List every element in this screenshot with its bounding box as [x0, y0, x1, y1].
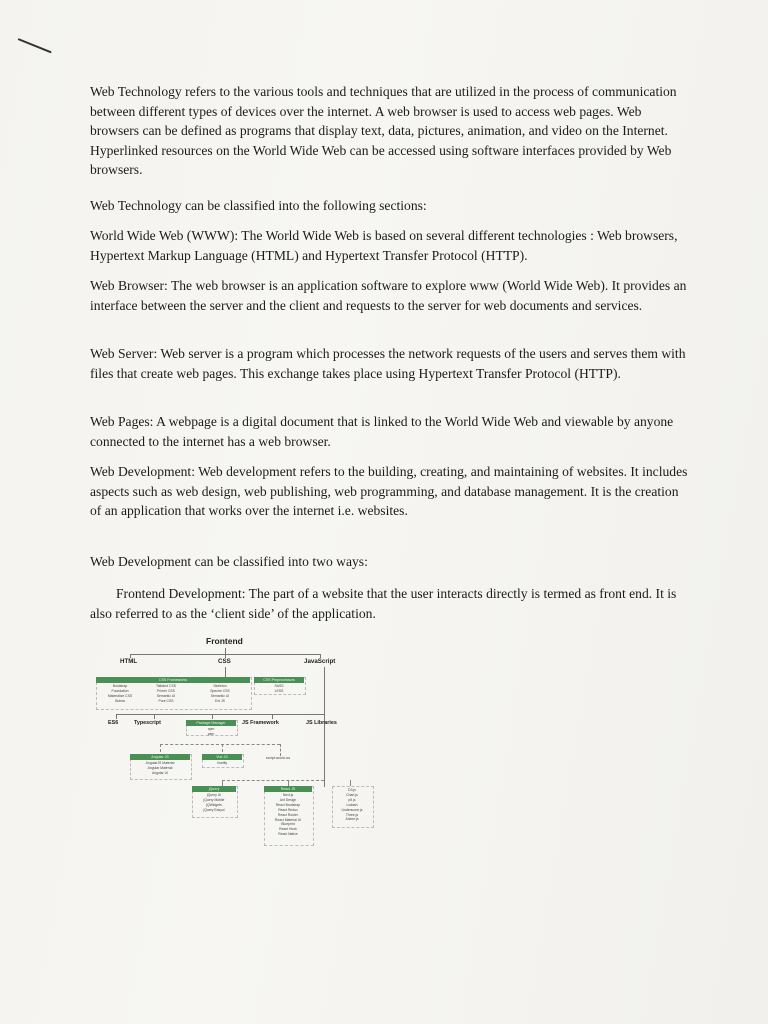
paragraph-classification — [90, 196, 690, 216]
paragraph-www — [90, 226, 690, 265]
paragraph-text: Web Technology refers to the various tools and techniques that are utilized in the process of communication between different types of devices over the internet. A web browser is used to access web pages. Web browsers can be defined as programs that display text, data, pictures, animation, and video on the Internet. Hyperlinked resources on the World Wide Web can be accessed using software interfaces provided by Web browsers. — [90, 84, 677, 177]
diagram-node-typescript: Typescript — [134, 720, 161, 726]
diagram-node-css: CSS — [218, 658, 231, 665]
paragraph-text: Web Technology can be classified into the following sections: — [90, 198, 427, 213]
diagram-angular: Angular JS — [130, 754, 190, 760]
paragraph-text: Web Development can be classified into two ways: — [90, 554, 368, 569]
diagram-title: Frontend — [206, 636, 243, 646]
diagram-jquery: jQuery — [192, 786, 236, 792]
paragraph-text: Web Development: Web development refers to the building, creating, and maintaining of websites. It includes aspects such as web design, web publishing, web programming, and database management. It is the creation of an application that works over the internet i.e. websites. — [90, 464, 688, 518]
diagram-js-library-list: D3.js Chart.js p5.js Lodash Underscore.js Three.js Anime.js — [341, 788, 363, 822]
diagram-angular-list: AngularJS Material Angular Material Angular UI — [145, 761, 175, 775]
diagram-package-manager: Package Manager — [186, 720, 236, 726]
diagram-react-list: Next.js Ant Design React Bootstrap React Redux React Router React Material UI Blueprint React Hook React Native — [274, 793, 302, 837]
paragraph-web-browser — [90, 276, 690, 315]
diagram-node-js-framework: JS Framework — [242, 720, 279, 726]
diagram-css-frameworks: CSS Frameworks — [96, 677, 250, 683]
diagram-node-html: HTML — [120, 658, 138, 665]
paragraph-development-types — [90, 552, 690, 572]
paragraph-text: World Wide Web (WWW): The World Wide Web is based on several different technologies : Web browsers, Hypertext Markup Language (HTML) and Hypertext Transfer Protocol (HTTP). — [90, 228, 678, 263]
frontend-diagram — [92, 636, 394, 848]
diagram-node-js-libraries: JS Libraries — [306, 720, 337, 726]
paragraph-text: Frontend Development: The part of a website that the user interacts directly is termed as front end. It is also referred to as the ‘client side’ of the application. — [90, 586, 677, 621]
paragraph-text: Web Pages: A webpage is a digital document that is linked to the World Wide Web and viewable by anyone connected to the internet has a web browser. — [90, 414, 674, 449]
paragraph-web-server — [90, 344, 690, 383]
diagram-script-label: script.aculo.us — [265, 756, 291, 760]
diagram-node-es6: ES6 — [108, 720, 119, 726]
diagram-css-preprocessors: CSS Preprocessors — [254, 677, 304, 683]
paragraph-web-development — [90, 462, 690, 521]
paragraph-web-technology — [90, 82, 690, 180]
paragraph-web-pages — [90, 412, 690, 451]
paragraph-text: Web Browser: The web browser is an application software to explore www (World Wide Web). It provides an interface between the server and the client and requests to the server for web documents and services. — [90, 278, 687, 313]
diagram-react: React JS — [264, 786, 312, 792]
diagram-node-javascript: JavaScript — [304, 658, 336, 665]
diagram-css-framework-list: Skeleton Spectre CSS Semantic UI Ext JS — [210, 684, 230, 703]
paragraph-text: Web Server: Web server is a program which processes the network requests of the users and serves them with files that create web pages. This exchange takes place using Hypertext Transfer Protocol (HTTP). — [90, 346, 686, 381]
paragraph-frontend — [90, 584, 690, 623]
diagram-preprocessor-list: SASS LESS — [274, 684, 284, 693]
pen-mark — [18, 38, 52, 53]
diagram-vue-list: Vuetify — [216, 761, 228, 765]
diagram-jquery-list: jQuery UI jQuery Mobile jQWidgets jQuery Easyui — [203, 793, 225, 812]
diagram-css-framework-list: Bootstrap Foundation Materialize CSS Bulma — [107, 684, 133, 703]
diagram-css-framework-list: Tailwind CSS Primer CSS Semantic UI Pure CSS — [156, 684, 176, 703]
diagram-package-list: npm yarn — [207, 727, 215, 736]
diagram-vue: Vue JS — [202, 754, 242, 760]
